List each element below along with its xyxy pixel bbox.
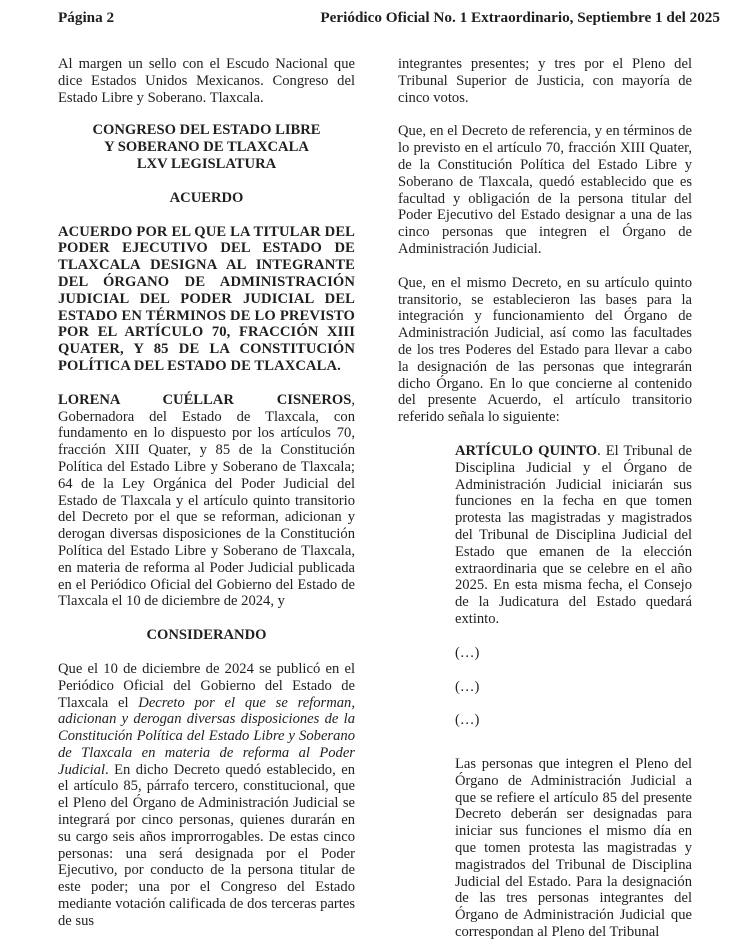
considerando-heading: CONSIDERANDO (146, 627, 267, 644)
ellipsis-3: (…) (455, 712, 480, 729)
considerando-paragraph (58, 661, 355, 930)
considerando-rest: . En dicho Decreto quedó establecido, en el artículo 85, párrafo tercero, constitucional, que el Pleno del Órgano de Administración Judicial se integrará por cinco personas, quienes durarán en su cargo seis años improrrogables. De estas cinco personas: una será designada por el Poder Ejecutivo, por conducto de la persona titular de este poder; una por el Congreso del Estado mediante votación calificada de dos terceras partes de sus (58, 761, 355, 929)
left-column (58, 56, 355, 930)
governor-name: LORENA CUÉLLAR CISNEROS (58, 391, 352, 408)
ellipsis-2: (…) (455, 678, 480, 695)
page-number: Página 2 (58, 9, 115, 26)
quote-text: . El Tribunal de Disciplina Judicial y el Órgano de Administración Judicial iniciarán sus funciones en la fecha en que tomen protesta las magistradas y magistrados del Tribunal de Disciplina Judicial del Estado que emanen de la elección extraordinaria que se celebre en el año 2025. En esta misma fecha, el Consejo de la Judicatura del Estado quedará extinto. (455, 442, 692, 627)
quote-label: ARTÍCULO QUINTO (455, 442, 598, 459)
decreto-referencia-paragraph: Que, en el Decreto de referencia, y en términos de lo previsto en el artículo 70, fracción XIII Quater, de la Constitución Política del Estado Libre y Soberano de Tlaxcala, quedó establecido que es facultad y obligación de la persona titular del Poder Ejecutivo del Estado designar a una de las cinco personas que integren el Órgano de Administración Judicial. (398, 123, 692, 257)
decree-title: Decreto por el que se reforman, adicionan y derogan diversas disposiciones de la Constitución Política del Estado Libre y Soberano de Tlaxcala en materia de reforma al Poder Judicial (58, 694, 355, 778)
margin-note: Al margen un sello con el Escudo Nacional que dice Estados Unidos Mexicanos. Congreso del Estado Libre y Soberano. Tlaxcala. (58, 56, 355, 106)
governor-text: , Gobernadora del Estado de Tlaxcala, con fundamento en lo dispuesto por los artículos 70, fracción XIII Quater, y 85 de la Constitución Política del Estado Libre y Soberano de Tlaxcala; 64 de la Ley Orgánica del Poder Judicial del Estado de Tlaxcala y el artículo quinto transitorio del Decreto por el que se reforman, adicionan y derogan diversas disposiciones de la Constitución Política del Estado Libre y Soberano de Tlaxcala, en materia de reforma al Poder Judicial publicada en el Periódico Oficial del Gobierno del Estado de Tlaxcala el 10 de diciembre de 2024, y (58, 391, 355, 610)
congress-line-1: CONGRESO DEL ESTADO LIBRE (92, 122, 321, 139)
publication-title: Periódico Oficial No. 1 Extraordinario, Septiembre 1 del 2025 (320, 9, 720, 26)
continuation-paragraph: integrantes presentes; y tres por el Pleno del Tribunal Superior de Justicia, con mayoría de cinco votos. (398, 56, 692, 106)
mismo-decreto-paragraph: Que, en el mismo Decreto, en su artículo quinto transitorio, se establecieron las bases para la integración y funcionamiento del Órgano de Administración Judicial, así como las facultades de los tres Poderes del Estado para llevar a cabo la designación de las personas que integrarán dicho Órgano. En lo que concierne al contenido del presente Acuerdo, el artículo transitorio referido señala lo siguiente: (398, 274, 692, 426)
articulo-quinto-quote (455, 443, 692, 628)
right-column (398, 56, 692, 941)
ellipsis-1: (…) (455, 644, 480, 661)
congress-line-3: LXV LEGISLATURA (136, 155, 277, 172)
page-header (58, 9, 720, 29)
acuerdo-heading: ACUERDO (169, 189, 244, 206)
considerando-intro: Que el 10 de diciembre de 2024 se publicó en el Periódico Oficial del Gobierno del Estado de Tlaxcala el (58, 660, 355, 711)
governor-paragraph (58, 392, 355, 610)
acuerdo-title: ACUERDO POR EL QUE LA TITULAR DEL PODER EJECUTIVO DEL ESTADO DE TLAXCALA DESIGNA AL INTEGRANTE DEL ÓRGANO DE ADMINISTRACIÓN JUDICIAL DEL PODER JUDICIAL DEL ESTADO EN TÉRMINOS DE LO PREVISTO POR EL ARTÍCULO 70, FRACCIÓN XIII QUATER, Y 85 DE LA CONSTITUCIÓN POLÍTICA DEL ESTADO DE TLAXCALA. (58, 223, 355, 374)
quote-continuation: Las personas que integren el Pleno del Órgano de Administración Judicial a que se refiere el artículo 85 del presente Decreto deberán ser designadas para iniciar sus funciones el mismo día en que tomen protesta las magistradas y magistrados del Tribunal de Disciplina Judicial del Estado. Para la designación de las tres personas integrantes del Órgano de Administración Judicial que correspondan al Pleno del Tribunal (455, 756, 692, 941)
congress-line-2: Y SOBERANO DE TLAXCALA (104, 139, 309, 156)
